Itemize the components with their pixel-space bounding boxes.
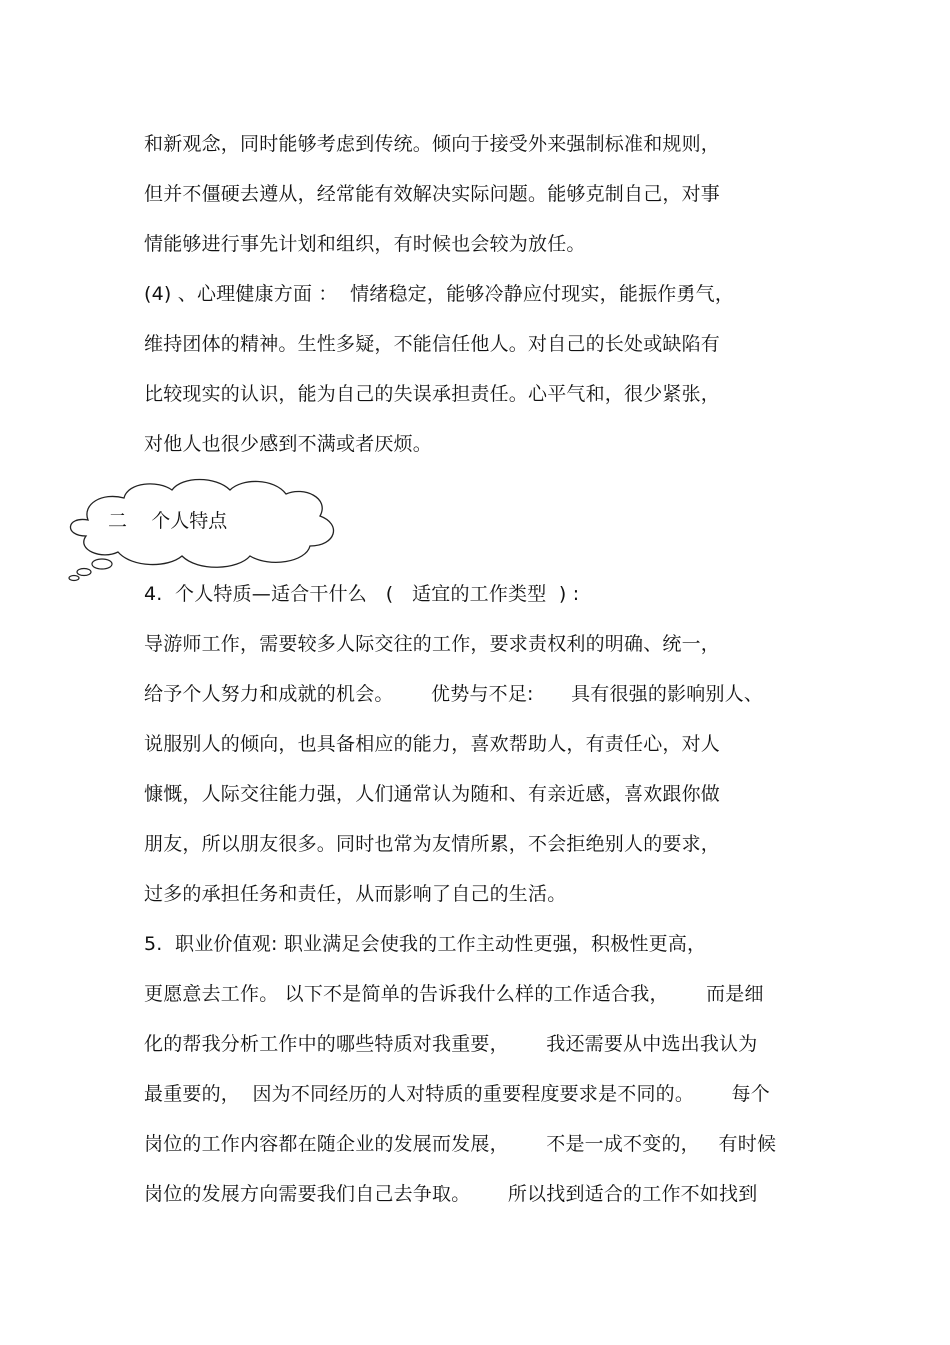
text-line: 岗位的工作内容都在随企业的发展而发展， 不是一成不变的， 有时候 [144,1133,777,1155]
section-title: 个人特点 [151,510,228,532]
text-line: 朋友，所以朋友很多。同时也常为友情所累，不会拒绝别人的要求， [144,833,721,855]
text-line: 导游师工作，需要较多人际交往的工作，要求责权利的明确、统一， [144,633,721,655]
text-line: 和新观念，同时能够考虑到传统。倾向于接受外来强制标准和规则， [144,133,721,155]
text-line: 说服别人的倾向，也具备相应的能力，喜欢帮助人，有责任心，对人 [144,733,721,755]
text-line: 化的帮我分析工作中的哪些特质对我重要， 我还需要从中选出我认为 [144,1033,758,1055]
text-line: 过多的承担任务和责任，从而影响了自己的生活。 [144,883,567,905]
section-heading [108,509,227,533]
text-line: 最重要的， 因为不同经历的人对特质的重要程度要求是不同的。 每个 [144,1083,770,1105]
text-line: 情能够进行事先计划和组织，有时候也会较为放任。 [144,233,586,255]
text-line: 但并不僵硬去遵从，经常能有效解决实际问题。能够克制自己，对事 [144,183,721,205]
text-line: (4) 、心理健康方面 ： 情绪稳定，能够冷静应付现实，能振作勇气， [144,283,735,305]
text-line: 4. 个人特质—适合干什么 ( 适宜的工作类型 ) : [144,583,580,605]
text-line: 维持团体的精神。生性多疑，不能信任他人。对自己的长处或缺陷有 [144,333,721,355]
text-line: 给予个人努力和成就的机会。 优势与不足: 具有很强的影响别人、 [144,683,764,705]
text-line: 对他人也很少感到不满或者厌烦。 [144,433,433,455]
text-line: 比较现实的认识，能为自己的失误承担责任。心平气和，很少紧张， [144,383,721,405]
text-line: 慷慨，人际交往能力强，人们通常认为随和、有亲近感，喜欢跟你做 [144,783,721,805]
text-line: 岗位的发展方向需要我们自己去争取。 所以找到适合的工作不如找到 [144,1183,758,1205]
text-line: 5. 职业价值观: 职业满足会使我的工作主动性更强，积极性更高， [144,933,707,955]
section-number: 二 [108,510,128,532]
text-line: 更愿意去工作。 以下不是简单的告诉我什么样的工作适合我， 而是细 [144,983,764,1005]
